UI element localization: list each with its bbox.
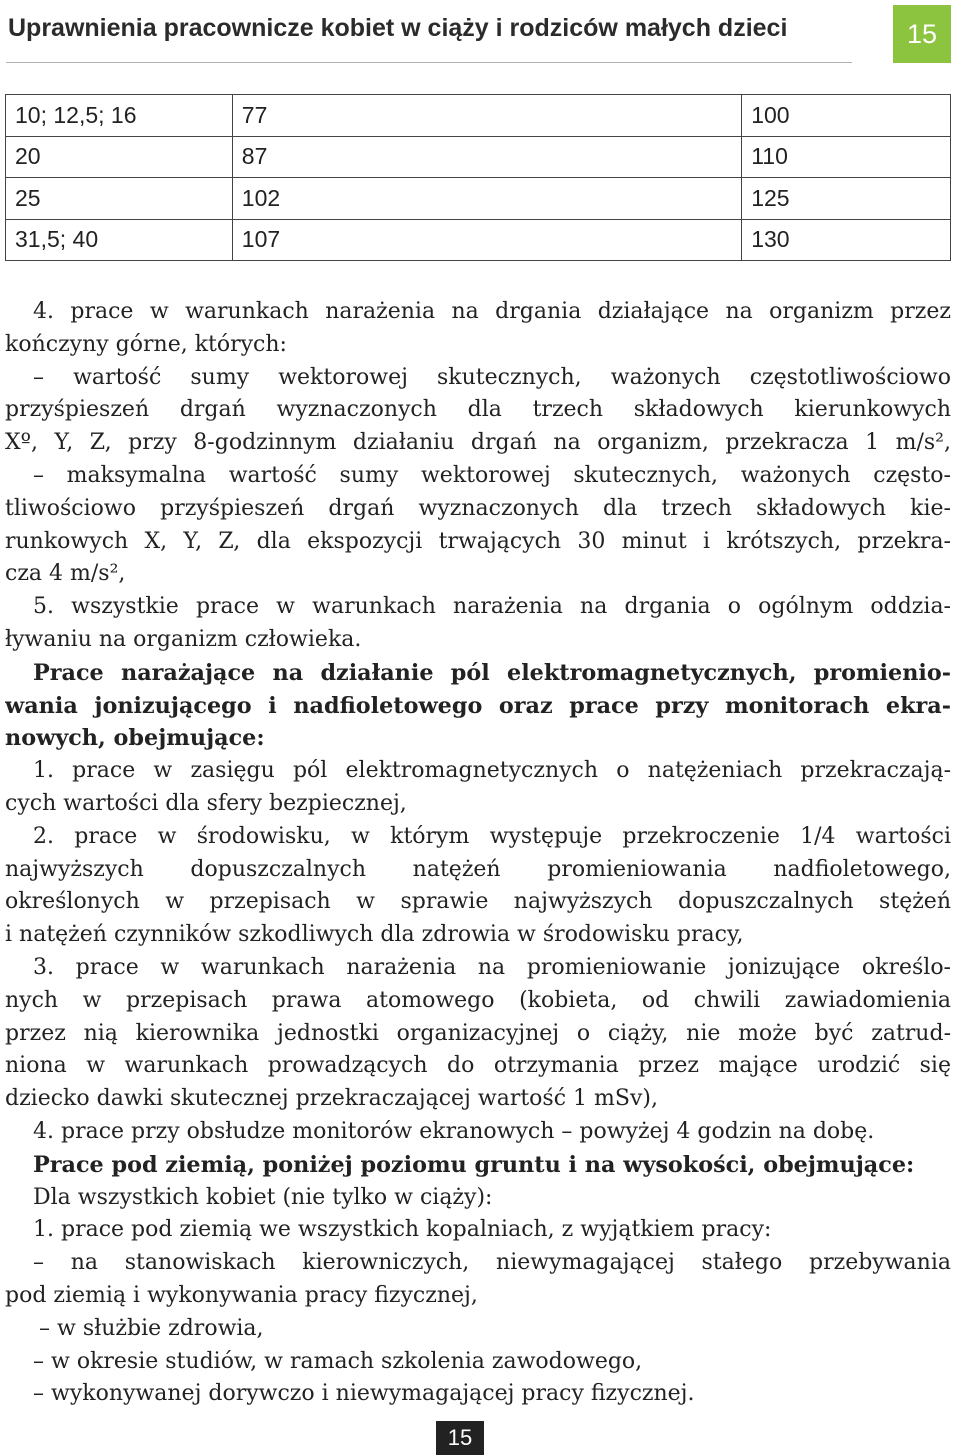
text-line: – wykonywanej dorywczo i niewymagającej pracy fizycznej.: [33, 1381, 695, 1407]
text-line: Xº, Y, Z, przy 8-godzinnym działaniu drgań na organizm, przekracza 1 m/s²,: [5, 430, 951, 456]
text-line: przyśpieszeń drgań wyznaczonych dla trzech składowych kierunkowych: [5, 397, 951, 423]
text-line: nych w przepisach prawa atomowego (kobieta, od chwili zawiadomienia: [5, 987, 951, 1013]
text-line: ływaniu na organizm człowieka.: [5, 626, 362, 652]
section-heading: Prace narażające na działanie pól elektromagnetycznych, promienio-: [33, 659, 951, 686]
text-line: 3. prace w warunkach narażenia na promieniowanie jonizujące określo-: [33, 954, 951, 980]
table-cell: 31,5; 40: [6, 219, 233, 261]
table-cell: 102: [232, 178, 741, 220]
table-row: [6, 136, 951, 178]
text-line: najwyższych dopuszczalnych natężeń promieniowania nadfioletowego,: [5, 856, 951, 882]
table-row: [6, 219, 951, 261]
text-line: runkowych X, Y, Z, dla ekspozycji trwających 30 minut i krótszych, przekra-: [5, 528, 951, 554]
text-line: 5. wszystkie prace w warunkach narażenia na drgania o ogólnym oddzia-: [33, 594, 951, 620]
text-line: dziecko dawki skutecznej przekraczającej wartość 1 mSv),: [5, 1086, 658, 1112]
page-title: Uprawnienia pracownicze kobiet w ciąży i rodziców małych dzieci: [8, 14, 788, 42]
text-line: przez nią kierownika jednostki organizacyjnej o ciąży, nie może być zatrud-: [5, 1020, 951, 1046]
table-cell: 100: [742, 95, 951, 137]
text-line: tliwościowo przyśpieszeń drgań wyznaczonych dla trzech składowych kie-: [5, 495, 951, 521]
text-line: Dla wszystkich kobiet (nie tylko w ciąży):: [33, 1184, 493, 1210]
text-line: pod ziemią i wykonywania pracy fizycznej,: [5, 1282, 478, 1308]
table-cell: 130: [742, 219, 951, 261]
table-cell: 20: [6, 136, 233, 178]
text-line: 4. prace przy obsłudze monitorów ekranowych – powyżej 4 godzin na dobę.: [33, 1118, 875, 1144]
limits-table: [5, 94, 951, 261]
body-text: [5, 296, 951, 1411]
table-row: [6, 95, 951, 137]
section-heading: nowych, obejmujące:: [5, 725, 265, 752]
text-line: – maksymalna wartość sumy wektorowej skutecznych, ważonych często-: [33, 462, 951, 488]
text-line: – w służbie zdrowia,: [39, 1315, 264, 1341]
text-line: – na stanowiskach kierowniczych, niewymagającej stałego przebywania: [33, 1250, 951, 1276]
table-cell: 25: [6, 178, 233, 220]
page-number-badge: 15: [893, 5, 951, 63]
text-line: niona w warunkach prowadzących do otrzymania przez mające urodzić się: [5, 1053, 951, 1079]
footer-page-number: 15: [436, 1421, 484, 1455]
text-line: 4. prace w warunkach narażenia na drgania działające na organizm przez: [33, 299, 951, 324]
text-line: i natężeń czynników szkodliwych dla zdrowia w środowisku pracy,: [5, 922, 744, 948]
text-line: określonych w przepisach w sprawie najwyższych dopuszczalnych stężeń: [5, 889, 951, 915]
section-heading: Prace pod ziemią, poniżej poziomu gruntu i na wysokości, obejmujące:: [33, 1151, 915, 1178]
text-line: – wartość sumy wektorowej skutecznych, ważonych częstotliwościowo: [33, 364, 951, 390]
table-cell: 87: [232, 136, 741, 178]
header-divider: [6, 62, 852, 63]
section-heading: wania jonizującego i nadfioletowego oraz prace przy monitorach ekra-: [5, 692, 951, 719]
text-line: 1. prace pod ziemią we wszystkich kopalniach, z wyjątkiem pracy:: [33, 1217, 772, 1243]
table-cell: 10; 12,5; 16: [6, 95, 233, 137]
table-cell: 110: [742, 136, 951, 178]
table-cell: 77: [232, 95, 741, 137]
text-line: kończyny górne, których:: [5, 331, 287, 357]
text-line: 1. prace w zasięgu pól elektromagnetycznych o natężeniach przekraczają-: [33, 758, 951, 784]
table-cell: 107: [232, 219, 741, 261]
text-line: cza 4 m/s²,: [5, 561, 126, 587]
table-cell: 125: [742, 178, 951, 220]
text-line: 2. prace w środowisku, w którym występuje przekroczenie 1/4 wartości: [33, 823, 951, 849]
text-line: – w okresie studiów, w ramach szkolenia zawodowego,: [33, 1348, 643, 1374]
table-row: [6, 178, 951, 220]
text-line: cych wartości dla sfery bezpiecznej,: [5, 790, 407, 816]
